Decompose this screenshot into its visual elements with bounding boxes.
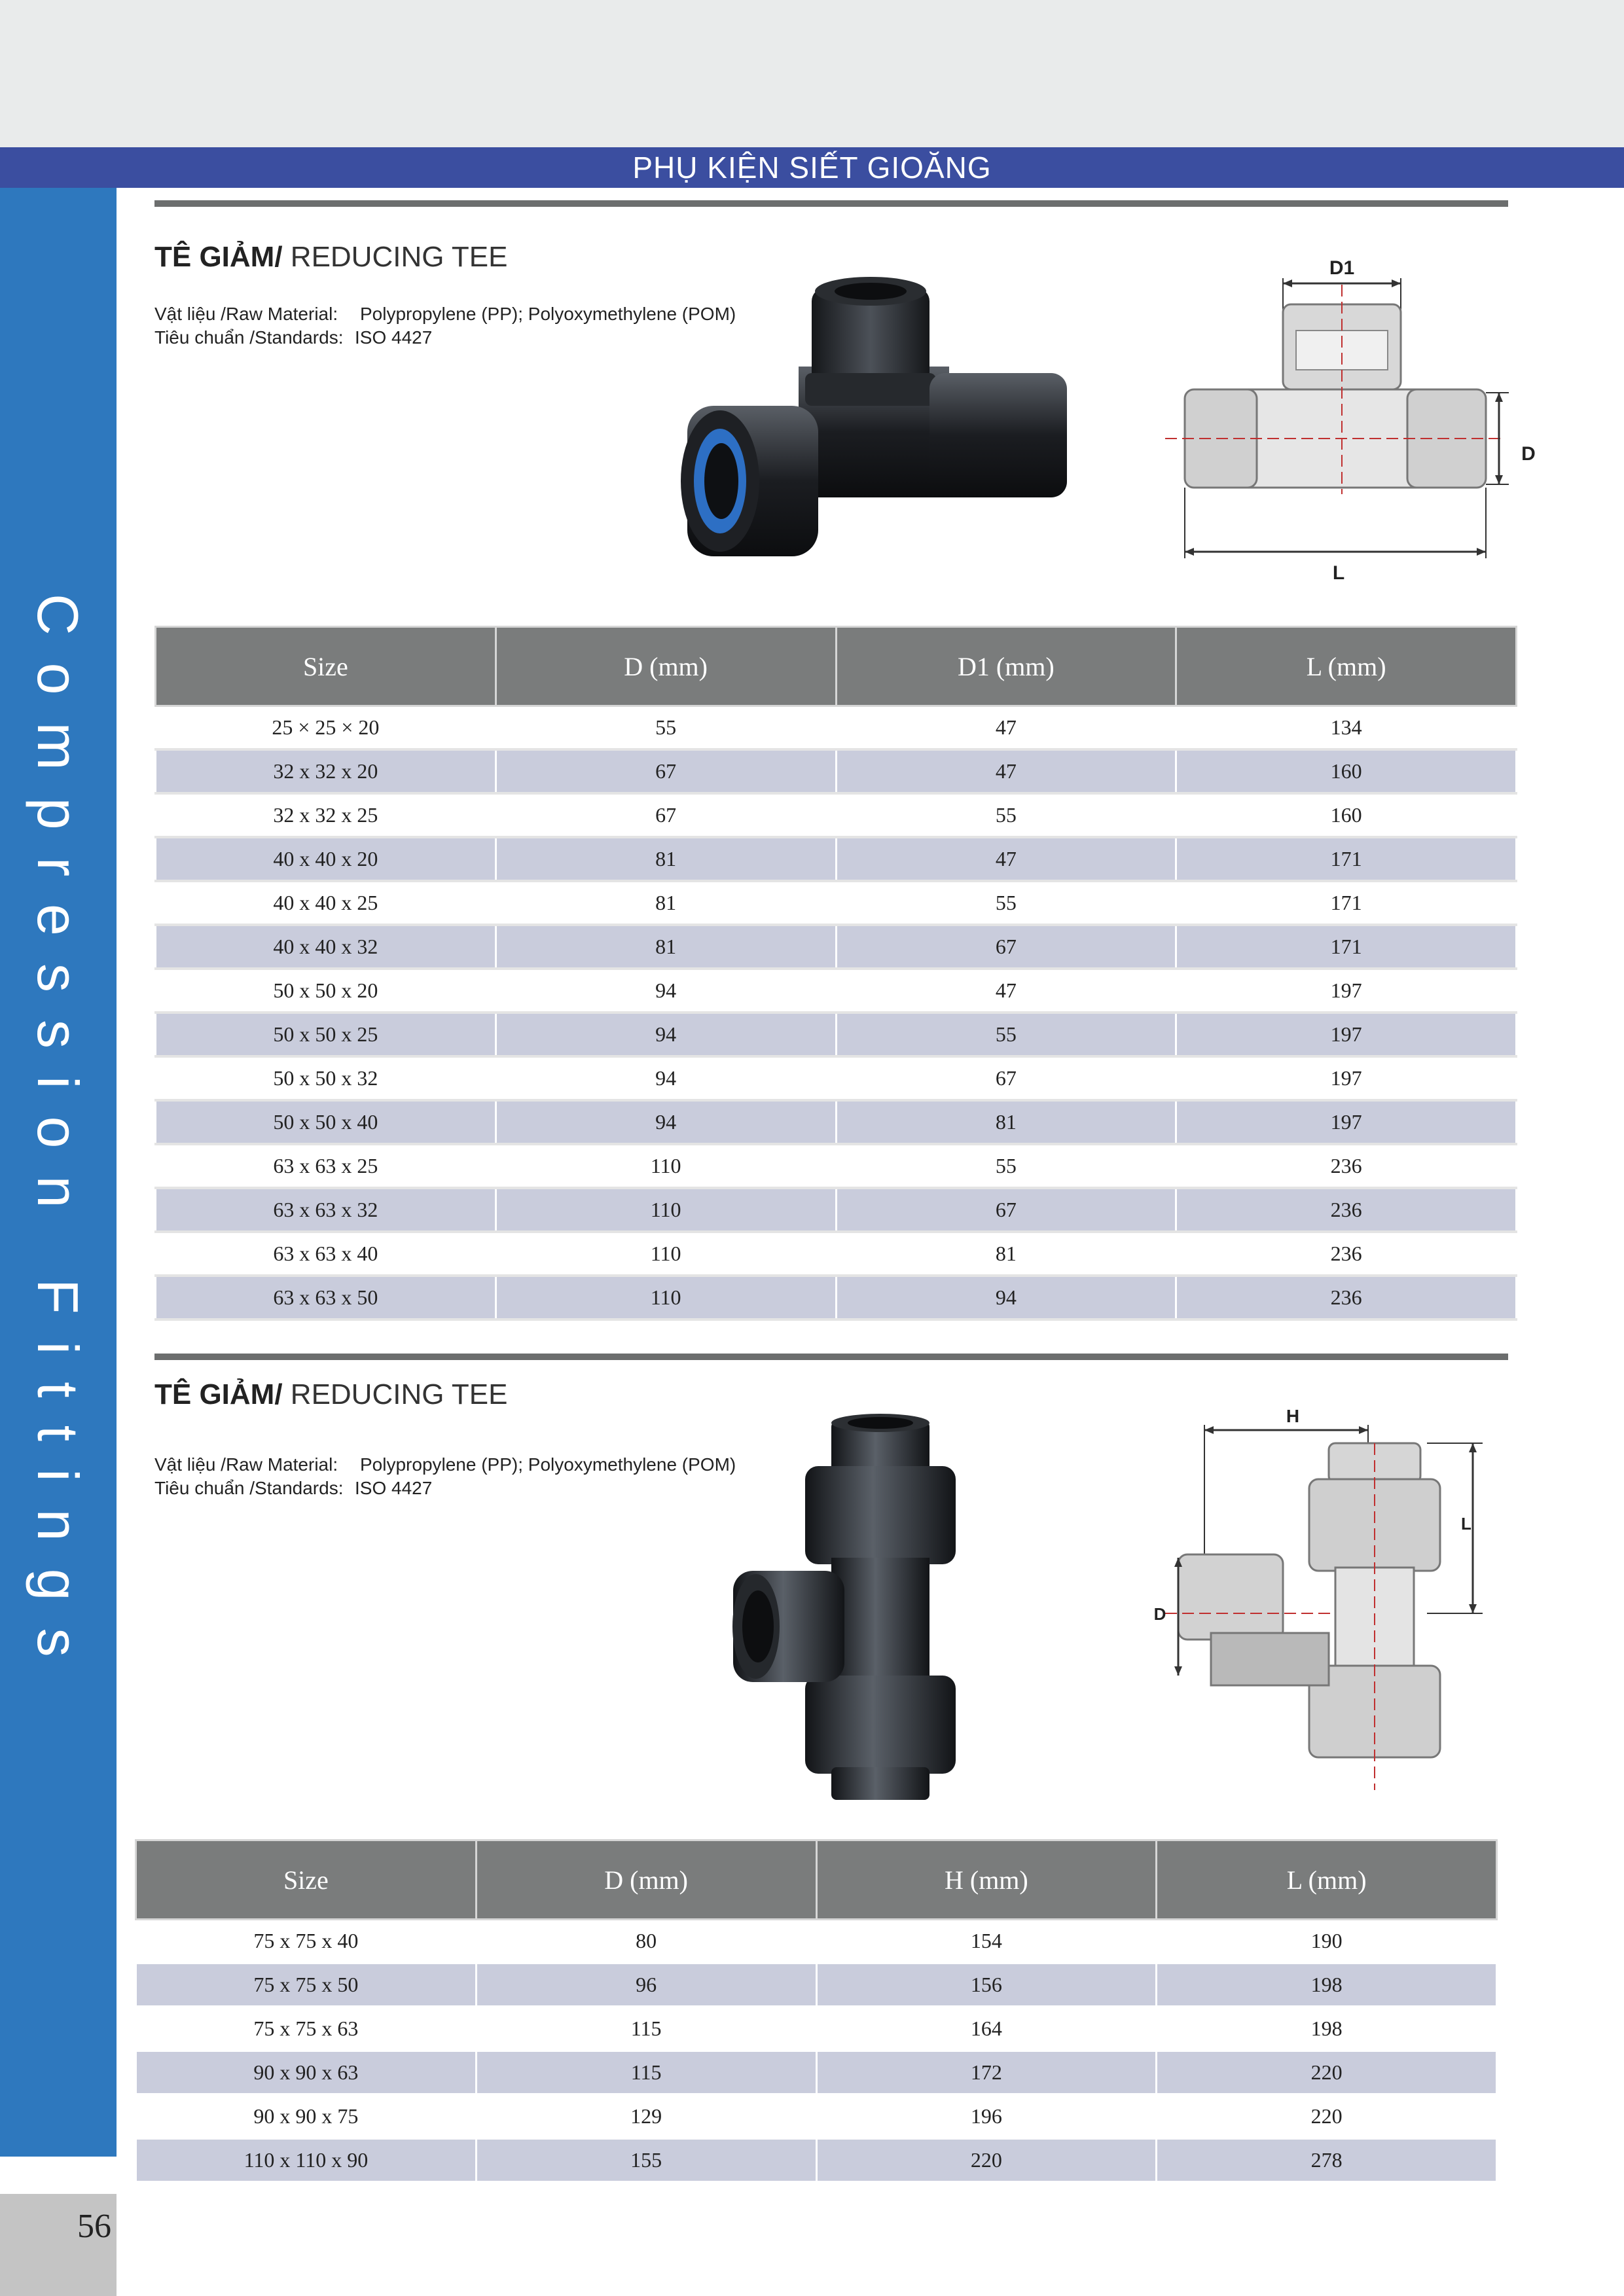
drawing-label-d: D xyxy=(1153,1604,1166,1624)
table-cell: 110 x 110 x 90 xyxy=(136,2138,477,2182)
table-cell: 196 xyxy=(816,2094,1157,2138)
sidebar-text xyxy=(26,594,89,1706)
table-cell: 198 xyxy=(1157,1963,1497,2007)
table-cell: 197 xyxy=(1176,1013,1517,1056)
table-cell: 134 xyxy=(1176,706,1517,750)
table-cell: 94 xyxy=(496,1100,836,1144)
table-cell: 197 xyxy=(1176,1056,1517,1100)
table-cell: 94 xyxy=(836,1276,1176,1319)
table-row xyxy=(156,881,1517,925)
section-divider xyxy=(154,1354,1508,1360)
table-cell: 25 × 25 × 20 xyxy=(156,706,496,750)
table-cell: 96 xyxy=(476,1963,816,2007)
reducing-tee-photo xyxy=(668,275,1074,583)
table-cell: 81 xyxy=(836,1100,1176,1144)
table-body xyxy=(136,1920,1497,2183)
table-cell: 197 xyxy=(1176,969,1517,1013)
table-row xyxy=(156,1144,1517,1188)
section-title xyxy=(154,1378,507,1411)
table-cell: 81 xyxy=(496,881,836,925)
standard-label: Tiêu chuẩn /Standards: xyxy=(154,327,344,348)
reducing-tee-vertical-drawing xyxy=(1139,1404,1506,1797)
material-label: Vật liệu /Raw Material: xyxy=(154,1454,338,1475)
table-cell: 164 xyxy=(816,2007,1157,2051)
table-cell: 94 xyxy=(496,969,836,1013)
drawing-label-l: L xyxy=(1461,1514,1471,1534)
table-header-row xyxy=(156,627,1517,706)
drawing-label-d: D xyxy=(1521,443,1536,465)
section-title-bold: TÊ GIẢM/ xyxy=(154,241,283,273)
drawing-label-l: L xyxy=(1332,562,1345,584)
table-cell: 220 xyxy=(1157,2094,1497,2138)
table-cell: 90 x 90 x 63 xyxy=(136,2051,477,2094)
table-body xyxy=(156,706,1517,1320)
table-cell: 156 xyxy=(816,1963,1157,2007)
table-cell: 171 xyxy=(1176,881,1517,925)
reducing-tee-table-1 xyxy=(154,626,1517,1321)
table-cell: 47 xyxy=(836,837,1176,881)
section-title-light: REDUCING TEE xyxy=(282,1378,508,1410)
table-cell: 80 xyxy=(476,1920,816,1964)
table-cell: 75 x 75 x 40 xyxy=(136,1920,477,1964)
section-meta xyxy=(154,1453,736,1500)
table-header-row xyxy=(136,1840,1497,1920)
header-title: PHỤ KIỆN SIẾT GIOĂNG xyxy=(0,147,1624,188)
table-row xyxy=(156,969,1517,1013)
table-cell: 236 xyxy=(1176,1276,1517,1319)
table-cell: 110 xyxy=(496,1188,836,1232)
table-cell: 160 xyxy=(1176,793,1517,837)
table-cell: 236 xyxy=(1176,1144,1517,1188)
table-cell: 278 xyxy=(1157,2138,1497,2182)
table-cell: 94 xyxy=(496,1013,836,1056)
table-cell: 47 xyxy=(836,969,1176,1013)
table-cell: 90 x 90 x 75 xyxy=(136,2094,477,2138)
table-cell: 220 xyxy=(1157,2051,1497,2094)
table-row xyxy=(136,2094,1497,2138)
drawing-label-d1: D1 xyxy=(1329,259,1355,279)
table-row xyxy=(156,1013,1517,1056)
standard-label: Tiêu chuẩn /Standards: xyxy=(154,1478,344,1498)
table-cell: 67 xyxy=(836,925,1176,969)
table-cell: 67 xyxy=(496,793,836,837)
table-row xyxy=(156,793,1517,837)
table-cell: 110 xyxy=(496,1232,836,1276)
table-cell: 171 xyxy=(1176,925,1517,969)
top-band xyxy=(0,0,1624,147)
section-divider xyxy=(154,200,1508,207)
col-l: L (mm) xyxy=(1176,627,1517,706)
col-l: L (mm) xyxy=(1157,1840,1497,1920)
standard-value: ISO 4427 xyxy=(355,1478,433,1498)
table-cell: 155 xyxy=(476,2138,816,2182)
table-cell: 63 x 63 x 25 xyxy=(156,1144,496,1188)
table-cell: 129 xyxy=(476,2094,816,2138)
table-row xyxy=(136,1920,1497,1964)
col-d: D (mm) xyxy=(476,1840,816,1920)
table-row xyxy=(156,1276,1517,1319)
table-cell: 154 xyxy=(816,1920,1157,1964)
section-title-bold: TÊ GIẢM/ xyxy=(154,1378,283,1410)
table-cell: 94 xyxy=(496,1056,836,1100)
section-title-light: REDUCING TEE xyxy=(282,241,508,273)
table-cell: 50 x 50 x 25 xyxy=(156,1013,496,1056)
standard-value: ISO 4427 xyxy=(355,327,433,348)
table-row xyxy=(156,1232,1517,1276)
table-row xyxy=(136,1963,1497,2007)
table-cell: 55 xyxy=(836,881,1176,925)
sidebar-label: Compression Fittings xyxy=(26,594,90,1685)
table-cell: 47 xyxy=(836,706,1176,750)
reducing-tee-vertical-photo xyxy=(720,1414,969,1806)
material-value: Polypropylene (PP); Polyoxymethylene (POM) xyxy=(360,1454,736,1475)
table-cell: 67 xyxy=(496,749,836,793)
table-cell: 32 x 32 x 25 xyxy=(156,793,496,837)
table-cell: 40 x 40 x 20 xyxy=(156,837,496,881)
table-cell: 63 x 63 x 50 xyxy=(156,1276,496,1319)
table-cell: 50 x 50 x 32 xyxy=(156,1056,496,1100)
table-cell: 55 xyxy=(836,1013,1176,1056)
col-size: Size xyxy=(136,1840,477,1920)
page-number: 56 xyxy=(77,2208,111,2245)
table-cell: 32 x 32 x 20 xyxy=(156,749,496,793)
table-cell: 160 xyxy=(1176,749,1517,793)
table-cell: 75 x 75 x 50 xyxy=(136,1963,477,2007)
table-cell: 81 xyxy=(496,925,836,969)
material-value: Polypropylene (PP); Polyoxymethylene (POM) xyxy=(360,304,736,324)
table-cell: 198 xyxy=(1157,2007,1497,2051)
table-cell: 110 xyxy=(496,1144,836,1188)
col-d1: D1 (mm) xyxy=(836,627,1176,706)
table-row xyxy=(156,706,1517,750)
table-row xyxy=(136,2138,1497,2182)
drawing-label-h: H xyxy=(1286,1406,1300,1426)
table-cell: 67 xyxy=(836,1188,1176,1232)
table-row xyxy=(156,1056,1517,1100)
col-h: H (mm) xyxy=(816,1840,1157,1920)
table-cell: 55 xyxy=(836,793,1176,837)
table-row xyxy=(136,2051,1497,2094)
table-cell: 63 x 63 x 40 xyxy=(156,1232,496,1276)
table-cell: 63 x 63 x 32 xyxy=(156,1188,496,1232)
table-cell: 40 x 40 x 25 xyxy=(156,881,496,925)
table-row xyxy=(156,1100,1517,1144)
section-meta xyxy=(154,302,736,350)
table-cell: 55 xyxy=(496,706,836,750)
table-cell: 40 x 40 x 32 xyxy=(156,925,496,969)
table-cell: 50 x 50 x 40 xyxy=(156,1100,496,1144)
table-row xyxy=(156,749,1517,793)
table-cell: 110 xyxy=(496,1276,836,1319)
col-size: Size xyxy=(156,627,496,706)
table-cell: 115 xyxy=(476,2007,816,2051)
table-row xyxy=(156,1188,1517,1232)
table-cell: 197 xyxy=(1176,1100,1517,1144)
table-cell: 236 xyxy=(1176,1232,1517,1276)
reducing-tee-drawing xyxy=(1152,259,1545,586)
table-cell: 47 xyxy=(836,749,1176,793)
reducing-tee-table-2 xyxy=(135,1839,1498,2183)
table-cell: 220 xyxy=(816,2138,1157,2182)
table-cell: 55 xyxy=(836,1144,1176,1188)
table-cell: 171 xyxy=(1176,837,1517,881)
table-cell: 236 xyxy=(1176,1188,1517,1232)
table-cell: 115 xyxy=(476,2051,816,2094)
table-cell: 75 x 75 x 63 xyxy=(136,2007,477,2051)
sidebar xyxy=(0,188,117,2157)
material-label: Vật liệu /Raw Material: xyxy=(154,304,338,324)
table-row xyxy=(136,2007,1497,2051)
col-d: D (mm) xyxy=(496,627,836,706)
table-cell: 81 xyxy=(496,837,836,881)
table-cell: 172 xyxy=(816,2051,1157,2094)
table-cell: 67 xyxy=(836,1056,1176,1100)
table-row xyxy=(156,925,1517,969)
section-title xyxy=(154,241,507,274)
table-cell: 81 xyxy=(836,1232,1176,1276)
table-cell: 50 x 50 x 20 xyxy=(156,969,496,1013)
table-cell: 190 xyxy=(1157,1920,1497,1964)
table-row xyxy=(156,837,1517,881)
